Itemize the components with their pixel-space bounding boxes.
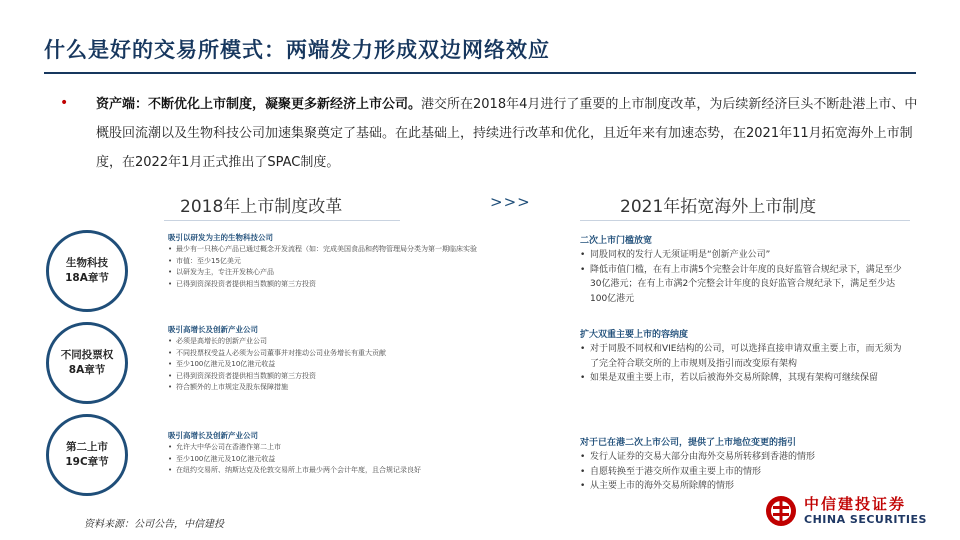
chapter-circle-biotech xyxy=(46,230,128,312)
list-item: • 已得到资深投资者提供相当数额的第三方投资 xyxy=(168,371,498,383)
logo-english: CHINA SECURITIES xyxy=(804,513,927,526)
list-item: • 同股同权的发行人无须证明是“创新产业公司” xyxy=(580,248,910,263)
list-item: • 最少有一只核心产品已通过概念开发流程（如：完成美国食品和药物管理局分类为第一期临床实验 xyxy=(168,244,498,256)
list-item: • 必须是高增长的创新产业公司 xyxy=(168,336,498,348)
chapter-name: 第二上市 xyxy=(66,441,108,453)
list-item: • 至少100亿港元及10亿港元收益 xyxy=(168,359,498,371)
source-note: 资料来源：公司公告，中信建投 xyxy=(84,519,224,530)
chapter-code: 19C章节 xyxy=(65,456,109,468)
right-block-status-change xyxy=(580,436,910,494)
list-item: • 自愿转换至于港交所作双重主要上市的情形 xyxy=(580,465,910,480)
list-item: • 发行人证券的交易大部分由海外交易所转移到香港的情形 xyxy=(580,450,910,465)
title-divider xyxy=(44,72,916,74)
right-block-dual-primary xyxy=(580,328,910,386)
left-column-heading: 2018年上市制度改革 xyxy=(180,197,343,217)
block-heading: 吸引高增长及创新产业公司 xyxy=(168,325,258,334)
page-title: 什么是好的交易所模式：两端发力形成双边网络效应 xyxy=(44,38,550,62)
list-item: • 对于同股不同权和VIE结构的公司，可以选择直接申请双重主要上市，而无须为了完全符合联交所的上市规则及指引而改变原有架构 xyxy=(580,342,910,371)
list-item: • 降低市值门槛，在有上市满5个完整会计年度的良好监管合规纪录下，满足至少30亿港元；在有上市满2个完整会计年度的良好监管合规纪录下，满足至少达100亿港元 xyxy=(580,263,910,307)
list-item: • 在纽约交易所、纳斯达克及伦敦交易所上市最少两个会计年度，且合规记录良好 xyxy=(168,465,498,477)
right-heading-rule xyxy=(580,220,910,221)
bullet-icon: • xyxy=(60,95,69,111)
chapter-circle-wvr xyxy=(46,322,128,404)
list-item: • 已得到资深投资者提供相当数额的第三方投资 xyxy=(168,279,498,291)
list-item: • 允许大中华公司在香港作第二上市 xyxy=(168,442,498,454)
block-heading: 扩大双重主要上市的容纳度 xyxy=(580,330,689,340)
left-block-biotech xyxy=(168,232,498,290)
block-heading: 对于已在港二次上市公司，提供了上市地位变更的指引 xyxy=(580,438,797,448)
list-item: • 以研发为主，专注开发核心产品 xyxy=(168,267,498,279)
list-item: • 至少100亿港元及10亿港元收益 xyxy=(168,454,498,466)
intro-paragraph xyxy=(96,90,918,177)
chapter-code: 8A章节 xyxy=(68,364,106,376)
chapter-code: 18A章节 xyxy=(65,272,109,284)
right-column-heading: 2021年拓宽海外上市制度 xyxy=(620,197,817,217)
left-heading-rule xyxy=(164,220,400,221)
intro-text: 港交所在2018年4月进行了重要的上市制度改革，为后续新经济巨头不断赴港上市、中概股回流潮以及生物科技公司加速集聚奠定了基础。在此基础上，持续进行改革和优化，且近年来有加速态势，在2021年11月拓宽海外上市制度，在2022年1月正式推出了SPAC制度。 xyxy=(96,97,918,170)
intro-bold: 资产端：不断优化上市制度，凝聚更多新经济上市公司。 xyxy=(96,97,422,112)
block-heading: 二次上市门槛放宽 xyxy=(580,236,653,246)
right-block-threshold xyxy=(580,234,910,306)
logo-chinese: 中信建投证券 xyxy=(804,495,907,513)
list-item: • 符合额外的上市规定及股东保障措施 xyxy=(168,382,498,394)
list-item: • 市值：至少15亿美元 xyxy=(168,256,498,268)
left-block-secondary xyxy=(168,430,498,477)
arrows-icon: >>> xyxy=(490,193,531,211)
chapter-name: 不同投票权 xyxy=(60,349,114,361)
block-heading: 吸引高增长及创新产业公司 xyxy=(168,431,258,440)
company-logo xyxy=(764,494,927,528)
block-heading: 吸引以研发为主的生物科技公司 xyxy=(168,233,273,242)
list-item: • 不同投票权受益人必须为公司董事并对推动公司业务增长有重大贡献 xyxy=(168,348,498,360)
chapter-circle-secondary xyxy=(46,414,128,496)
logo-mark-icon xyxy=(764,494,798,528)
list-item: • 从主要上市的海外交易所除牌的情形 xyxy=(580,479,910,494)
list-item: • 如果是双重主要上市，若以后被海外交易所除牌，其现有架构可继续保留 xyxy=(580,371,910,386)
chapter-name: 生物科技 xyxy=(66,257,108,269)
left-block-wvr xyxy=(168,324,498,394)
